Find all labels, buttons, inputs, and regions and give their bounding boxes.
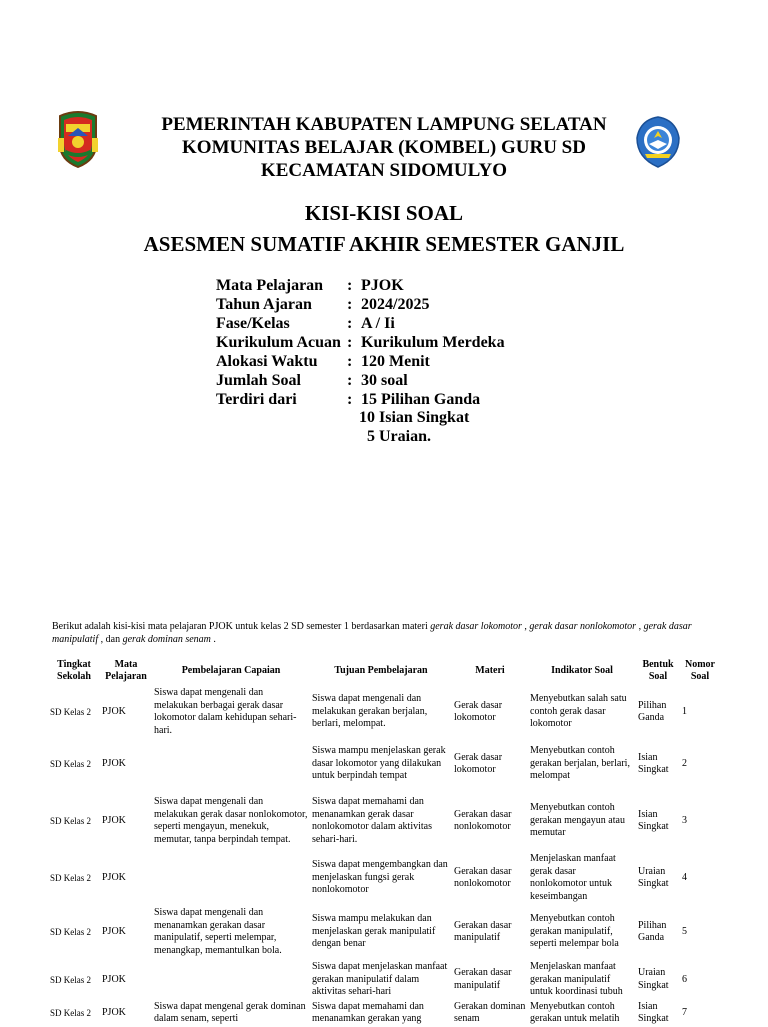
- info-colon: :: [347, 391, 353, 408]
- info-label: Tahun Ajaran: [216, 296, 312, 313]
- cell-mata-pelajaran: PJOK: [102, 705, 126, 717]
- cell-tingkat-sekolah: SD Kelas 2: [50, 974, 91, 985]
- intro-materi-nonlokomotor: gerak dasar nonlokomotor: [529, 621, 637, 632]
- cell-tingkat-sekolah: SD Kelas 2: [50, 706, 91, 717]
- table-header-row: [48, 656, 720, 686]
- header-line-2: KOMUNITAS BELAJAR (KOMBEL) GURU SD: [182, 137, 586, 158]
- cell-materi: Gerakan dasar nonlokomotor: [454, 808, 512, 832]
- info-value: 120 Menit: [361, 353, 430, 370]
- cell-mata-pelajaran: PJOK: [102, 925, 126, 937]
- header-line-1: PEMERINTAH KABUPATEN LAMPUNG SELATAN: [161, 114, 607, 135]
- info-label: Fase/Kelas: [216, 315, 290, 332]
- cell-materi: Gerakan dasar manipulatif: [454, 919, 512, 943]
- info-extra-uraian: 5 Uraian.: [367, 428, 431, 445]
- cell-bentuk-soal: Pilihan Ganda: [638, 699, 667, 723]
- info-label: Kurikulum Acuan: [216, 334, 341, 351]
- cell-nomor-soal: 5: [682, 925, 687, 937]
- cell-tingkat-sekolah: SD Kelas 2: [50, 1007, 91, 1018]
- cell-bentuk-soal: Isian Singkat: [638, 751, 669, 775]
- cell-tujuan: Siswa dapat mengenali dan melakukan gerakan berjalan, berlari, melompat.: [312, 693, 428, 730]
- cell-materi: Gerakan dominan senam: [454, 1000, 526, 1024]
- intro-text: , dan: [98, 634, 123, 645]
- table-row: [48, 790, 720, 852]
- info-colon: :: [347, 334, 353, 351]
- header-tujuan: Tujuan Pembelajaran: [334, 664, 428, 676]
- cell-nomor-soal: 7: [682, 1006, 687, 1018]
- info-value: 15 Pilihan Ganda: [361, 391, 481, 408]
- cell-bentuk-soal: Isian Singkat: [638, 808, 669, 832]
- cell-materi: Gerakan dasar manipulatif: [454, 967, 512, 991]
- cell-indikator: Menjelaskan manfaat gerakan manipulatif untuk koordinasi tubuh: [530, 961, 623, 997]
- cell-tujuan: Siswa dapat memahami dan menanamkan gerakan yang: [312, 1000, 424, 1024]
- cell-capaian: Siswa dapat mengenali dan melakukan berbagai gerak dasar lokomotor dalam kehidupan sehari-hari.: [154, 687, 297, 736]
- cell-mata-pelajaran: PJOK: [102, 814, 126, 826]
- cell-mata-pelajaran: PJOK: [102, 1006, 126, 1018]
- cell-materi: Gerak dasar lokomotor: [454, 699, 503, 723]
- info-value: A / Ii: [361, 315, 395, 332]
- info-label: Alokasi Waktu: [216, 353, 318, 370]
- cell-indikator: Menyebutkan contoh gerakan untuk melatih: [530, 1000, 620, 1024]
- cell-bentuk-soal: Pilihan Ganda: [638, 919, 667, 943]
- cell-capaian: Siswa dapat mengenali dan melakukan gerak dasar nonlokomotor, seperti mengayun, menekuk, memutar, tanpa berpindah tempat.: [154, 796, 308, 845]
- intro-text: ,: [521, 621, 530, 632]
- info-label: Jumlah Soal: [216, 372, 301, 389]
- cell-capaian: [152, 852, 310, 904]
- info-colon: :: [347, 277, 353, 294]
- cell-tingkat-sekolah: SD Kelas 2: [50, 872, 91, 883]
- cell-nomor-soal: 2: [682, 757, 687, 769]
- intro-materi-lokomotor: gerak dasar lokomotor: [430, 621, 522, 632]
- info-value: 2024/2025: [361, 296, 430, 313]
- info-colon: :: [347, 353, 353, 370]
- table-row: [48, 1000, 720, 1027]
- header-mata-pelajaran: Mata Pelajaran: [105, 658, 147, 682]
- cell-mata-pelajaran: PJOK: [102, 871, 126, 883]
- header-nomor-soal: Nomor Soal: [685, 658, 715, 682]
- header-bentuk-soal: Bentuk Soal: [642, 658, 674, 682]
- info-value: Kurikulum Merdeka: [361, 334, 505, 351]
- letterhead: [120, 113, 648, 182]
- info-label: Terdiri dari: [216, 391, 297, 408]
- cell-indikator: Menjelaskan manfaat gerak dasar nonlokomotor untuk keseimbangan: [530, 853, 616, 902]
- document-title: KISI-KISI SOAL: [304, 201, 464, 225]
- cell-tujuan: Siswa dapat menjelaskan manfaat gerakan manipulatif dalam aktivitas sehari-hari: [312, 961, 448, 997]
- cell-capaian: Siswa dapat mengenali dan menanamkan gerakan dasar manipulatif, seperti melempar, menangkap, memantulkan bola.: [154, 907, 282, 956]
- info-extra-isian: 10 Isian Singkat: [359, 409, 470, 426]
- cell-capaian: [152, 960, 310, 1000]
- cell-capaian: [152, 738, 310, 790]
- cell-mata-pelajaran: PJOK: [102, 757, 126, 769]
- cell-nomor-soal: 3: [682, 814, 687, 826]
- info-colon: :: [347, 296, 353, 313]
- cell-indikator: Menyebutkan contoh gerakan mengayun atau memutar: [530, 802, 625, 839]
- intro-materi-manipulatif: gerak dasar manipulatif: [52, 621, 692, 645]
- cell-indikator: Menyebutkan contoh gerakan manipulatif, seperti melempar bola: [530, 913, 619, 950]
- cell-tingkat-sekolah: SD Kelas 2: [50, 815, 91, 826]
- cell-nomor-soal: 4: [682, 871, 687, 883]
- cell-tujuan: Siswa dapat mengembangkan dan menjelaskan fungsi gerak nonlokomotor: [312, 859, 448, 896]
- cell-bentuk-soal: Uraian Singkat: [638, 967, 669, 991]
- intro-text: .: [210, 634, 216, 645]
- table-row: [48, 686, 720, 738]
- cell-indikator: Menyebutkan salah satu contoh gerak dasar lokomotor: [530, 693, 627, 730]
- header-capaian: Pembelajaran Capaian: [181, 664, 281, 676]
- cell-tujuan: Siswa mampu melakukan dan menjelaskan gerak manipulatif dengan benar: [312, 913, 436, 950]
- cell-tingkat-sekolah: SD Kelas 2: [50, 758, 91, 769]
- cell-tingkat-sekolah: SD Kelas 2: [50, 926, 91, 937]
- cell-nomor-soal: 6: [682, 973, 687, 985]
- intro-text: Berikut adalah kisi-kisi mata pelajaran PJOK untuk kelas 2 SD semester 1 berdasarkan materi: [52, 621, 431, 632]
- cell-tujuan: Siswa mampu menjelaskan gerak dasar lokomotor yang dilakukan untuk berpindah tempat: [312, 745, 446, 782]
- intro-paragraph: [52, 620, 732, 646]
- info-label: Mata Pelajaran: [216, 277, 324, 294]
- header-materi: Materi: [475, 664, 505, 676]
- header-tingkat-sekolah: Tingkat Sekolah: [57, 658, 91, 682]
- cell-bentuk-soal: Uraian Singkat: [638, 865, 669, 889]
- cell-materi: Gerak dasar lokomotor: [454, 751, 503, 775]
- cell-capaian: Siswa dapat mengenal gerak dominan dalam senam, seperti: [154, 1000, 306, 1024]
- header-indikator: Indikator Soal: [551, 664, 613, 676]
- table-row: [48, 960, 720, 1000]
- info-value: 30 soal: [361, 372, 408, 389]
- table-row: [48, 852, 720, 904]
- info-colon: :: [347, 315, 353, 332]
- cell-materi: Gerakan dasar nonlokomotor: [454, 865, 512, 889]
- info-value: PJOK: [361, 277, 404, 294]
- intro-text: ,: [636, 621, 644, 632]
- info-colon: :: [347, 372, 353, 389]
- intro-materi-senam: gerak dominan senam: [122, 634, 211, 645]
- cell-nomor-soal: 1: [682, 705, 687, 717]
- cell-tujuan: Siswa dapat memahami dan menanamkan gerak dasar nonlokomotor dalam aktivitas sehari-hari.: [312, 796, 432, 845]
- cell-indikator: Menyebutkan contoh gerakan berjalan, berlari, melompat: [530, 745, 630, 782]
- lampung-selatan-emblem-icon: [56, 110, 100, 168]
- table-row: [48, 904, 720, 960]
- document-subtitle: ASESMEN SUMATIF AKHIR SEMESTER GANJIL: [143, 232, 625, 256]
- cell-bentuk-soal: Isian Singkat: [638, 1000, 669, 1024]
- header-line-3: KECAMATAN SIDOMULYO: [260, 160, 508, 181]
- kisi-kisi-table: [48, 656, 720, 1027]
- cell-mata-pelajaran: PJOK: [102, 973, 126, 985]
- table-row: [48, 738, 720, 790]
